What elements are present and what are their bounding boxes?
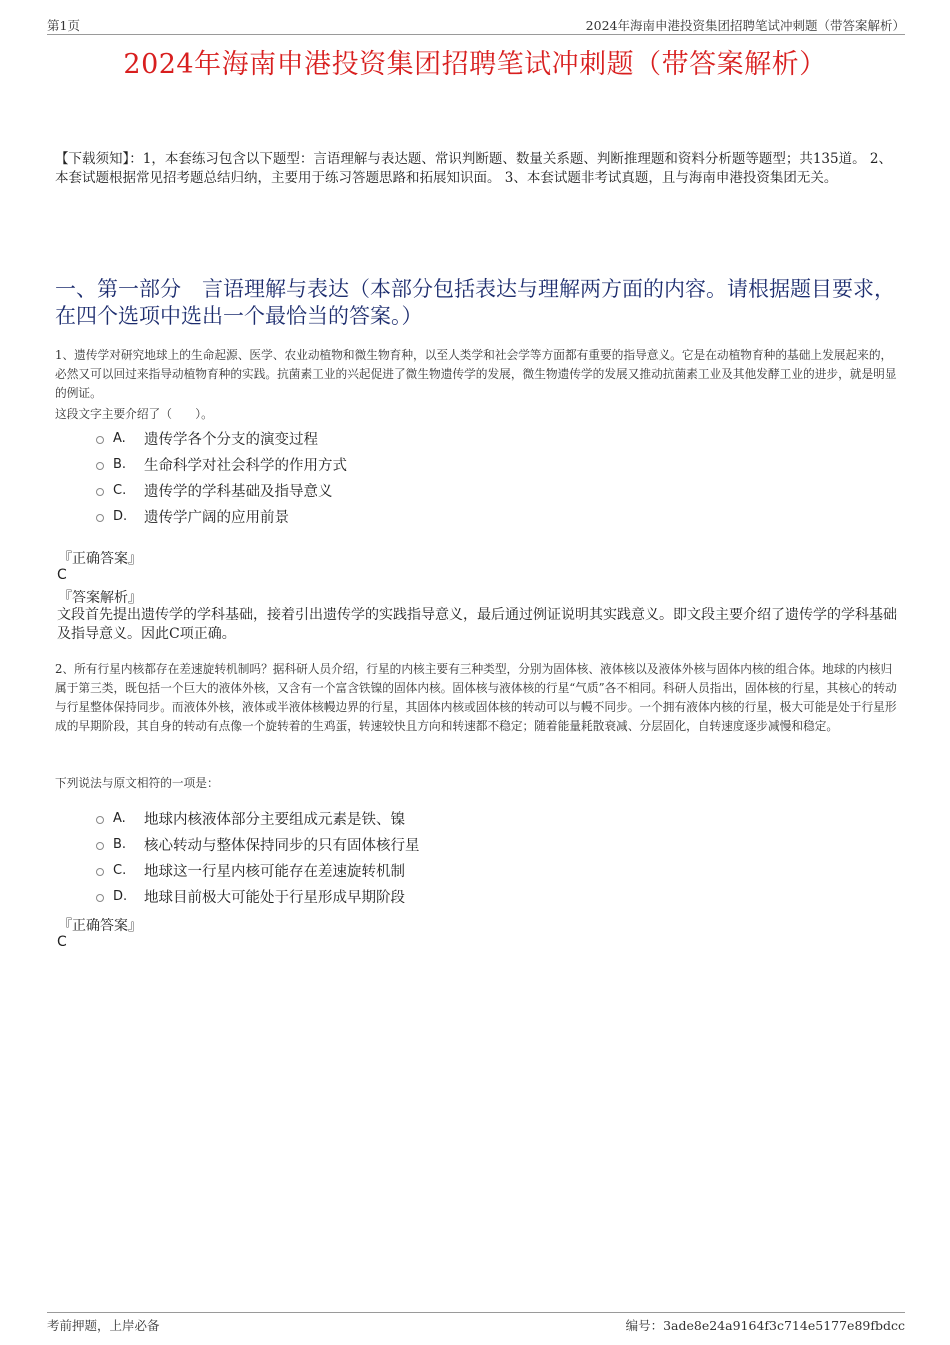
question-2-option-a[interactable]: A. 地球内核液体部分主要组成元素是铁、镍	[96, 805, 420, 831]
radio-icon[interactable]	[96, 514, 104, 522]
question-1-prompt: 这段文字主要介绍了（ ）。	[55, 407, 213, 421]
question-2-option-d[interactable]: D. 地球目前极大可能处于行星形成早期阶段	[96, 883, 420, 909]
question-1-analysis: 文段首先提出遗传学的学科基础，接着引出遗传学的实践指导意义，最后通过例证说明其实践意义。即文段主要介绍了遗传学的学科基础及指导意义。因此C项正确。	[57, 607, 897, 642]
footer-slogan: 考前押题，上岸必备	[47, 1318, 160, 1333]
question-2-options	[96, 805, 420, 909]
question-1-answer: C	[57, 567, 67, 583]
option-text: 核心转动与整体保持同步的只有固体核行星	[144, 837, 420, 854]
document-title: 2024年海南申港投资集团招聘笔试冲刺题（带答案解析）	[123, 49, 827, 80]
question-2-stem: 2、所有行星内核都存在差速旋转机制吗？据科研人员介绍，行星的内核主要有三种类型，分别为固体核、液体核以及液体外核与固体内核的组合体。地球的内核归属于第三类，既包括一个巨大的液体外核，又含有一个富含铁镍的固体内核。固体核与液体核的行星“气质”各不相同。科研人员指出，固体核的行星，其核心的转动与行星整体保持同步。而液体外核，液体或半液体核幔边界的行星，其固体内核或固体核的转动可以与幔不同步。一个拥有液体内核的行星，极大可能是处于行星形成的早期阶段，其自身的转动有点像一个旋转着的生鸡蛋，转速较快且方向和转速都不稳定；随着能量耗散衰减、分层固化，自转速度逐步减慢和稳定。	[55, 662, 897, 733]
question-2-option-b[interactable]: B. 核心转动与整体保持同步的只有固体核行星	[96, 831, 420, 857]
page-number: 第1页	[47, 18, 80, 33]
option-text: 地球内核液体部分主要组成元素是铁、镍	[144, 811, 405, 828]
page-header	[47, 14, 905, 35]
question-2-option-c[interactable]: C. 地球这一行星内核可能存在差速旋转机制	[96, 857, 420, 883]
question-2-answer: C	[57, 934, 67, 950]
option-text: 生命科学对社会科学的作用方式	[144, 457, 347, 474]
option-text: 遗传学各个分支的演变过程	[144, 431, 318, 448]
option-text: 地球这一行星内核可能存在差速旋转机制	[144, 863, 405, 880]
page-footer	[47, 1312, 905, 1333]
radio-icon[interactable]	[96, 816, 104, 824]
radio-icon[interactable]	[96, 842, 104, 850]
question-2-prompt: 下列说法与原文相符的一项是：	[55, 776, 219, 790]
question-1-option-c[interactable]: C. 遗传学的学科基础及指导意义	[96, 477, 347, 503]
option-text: 遗传学的学科基础及指导意义	[144, 483, 333, 500]
radio-icon[interactable]	[96, 436, 104, 444]
radio-icon[interactable]	[96, 488, 104, 496]
question-1-answer-label: 『正确答案』	[58, 551, 142, 567]
question-1-option-b[interactable]: B. 生命科学对社会科学的作用方式	[96, 451, 347, 477]
question-1-option-a[interactable]: A. 遗传学各个分支的演变过程	[96, 425, 347, 451]
question-1-analysis-label: 『答案解析』	[58, 590, 142, 606]
question-1-stem: 1、遗传学对研究地球上的生命起源、医学、农业动植物和微生物育种，以至人类学和社会学等方面都有重要的指导意义。它是在动植物育种的基础上发展起来的，必然又可以回过来指导动植物育种的实践。抗菌素工业的兴起促进了微生物遗传学的发展，微生物遗传学的发展又推动抗菌素工业及其他发酵工业的进步，就是明显的例证。	[55, 348, 897, 400]
question-1-option-d[interactable]: D. 遗传学广阔的应用前景	[96, 503, 347, 529]
radio-icon[interactable]	[96, 462, 104, 470]
radio-icon[interactable]	[96, 894, 104, 902]
radio-icon[interactable]	[96, 868, 104, 876]
download-notice: 【下载须知】：1，本套练习包含以下题型：言语理解与表达题、常识判断题、数量关系题、判断推理题和资料分析题等题型；共135道。 2、本套试题根据常见招考题总结归纳，主要用于练习答题思路和拓展知识面。 3、本套试题非考试真题，且与海南申港投资集团无关。	[55, 151, 892, 186]
section-heading: 一、第一部分 言语理解与表达（本部分包括表达与理解两方面的内容。请根据题目要求，在四个选项中选出一个最恰当的答案。）	[55, 277, 895, 328]
option-text: 遗传学广阔的应用前景	[144, 509, 289, 526]
header-doc-title: 2024年海南申港投资集团招聘笔试冲刺题（带答案解析）	[585, 18, 905, 33]
option-text: 地球目前极大可能处于行星形成早期阶段	[144, 889, 405, 906]
question-1-options	[96, 425, 347, 529]
question-2-answer-label: 『正确答案』	[58, 918, 142, 934]
footer-serial: 编号：3ade8e24a9164f3c714e5177e89fbdcc	[625, 1318, 905, 1333]
